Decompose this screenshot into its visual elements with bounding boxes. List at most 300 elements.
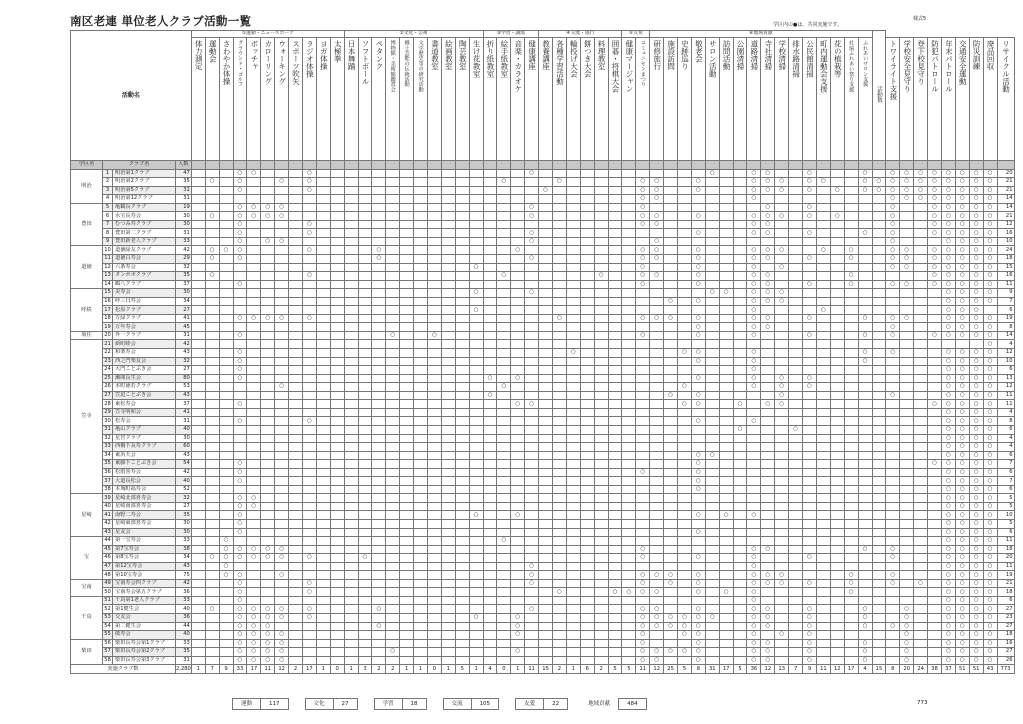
activity-cell xyxy=(233,434,247,443)
activity-cell xyxy=(539,237,553,246)
activity-cell xyxy=(678,417,692,426)
activity-cell xyxy=(191,314,205,323)
activity-mark: ○ xyxy=(525,237,539,246)
activity-name: さわやか体操 xyxy=(222,40,232,85)
activity-cell xyxy=(594,605,608,614)
activity-cell xyxy=(608,443,622,452)
activity-mark: ○ xyxy=(844,272,858,281)
activity-cell xyxy=(830,571,844,580)
activity-cell xyxy=(580,297,594,306)
activity-cell xyxy=(636,349,650,358)
activity-cell xyxy=(372,613,386,622)
activity-cell xyxy=(830,289,844,298)
activity-mark: ○ xyxy=(969,280,983,289)
activity-mark: ○ xyxy=(928,331,942,340)
activity-cell xyxy=(705,528,719,537)
activity-mark: ○ xyxy=(844,246,858,255)
activity-header xyxy=(900,38,914,161)
activity-cell xyxy=(428,169,442,178)
activity-header xyxy=(261,38,275,161)
club-row xyxy=(71,485,1015,494)
activity-cell xyxy=(664,494,678,503)
activity-cell xyxy=(705,203,719,212)
activity-cell xyxy=(705,519,719,528)
activity-cell xyxy=(830,331,844,340)
activity-cell xyxy=(511,203,525,212)
activity-cell xyxy=(775,545,789,554)
activity-cell xyxy=(191,451,205,460)
activity-mark: ○ xyxy=(941,178,955,187)
activity-cell xyxy=(733,169,747,178)
activity-cell xyxy=(469,417,483,426)
activity-name: ヨガ体操 xyxy=(319,40,329,70)
activity-cell xyxy=(539,622,553,631)
activity-cell xyxy=(469,246,483,255)
club-row xyxy=(71,383,1015,392)
activity-mark: ○ xyxy=(941,212,955,221)
club-row xyxy=(71,417,1015,426)
activity-cell xyxy=(678,297,692,306)
activity-total: 43 xyxy=(983,665,997,674)
activity-cell xyxy=(428,417,442,426)
summary-item xyxy=(515,698,568,710)
activity-mark: ○ xyxy=(233,631,247,640)
header-filler xyxy=(914,161,928,170)
activity-mark: ○ xyxy=(969,562,983,571)
activity-header xyxy=(191,38,205,161)
activity-cell xyxy=(872,323,886,332)
activity-cell xyxy=(525,622,539,631)
activity-cell xyxy=(747,477,761,486)
activity-cell xyxy=(205,511,219,520)
activity-cell xyxy=(844,562,858,571)
activity-mark: ○ xyxy=(969,417,983,426)
activity-cell xyxy=(275,220,289,229)
activity-cell xyxy=(622,596,636,605)
activity-cell xyxy=(400,203,414,212)
activity-mark: ○ xyxy=(747,246,761,255)
activity-mark: ○ xyxy=(928,272,942,281)
activity-mark: ○ xyxy=(205,178,219,187)
activity-cell xyxy=(469,545,483,554)
activity-cell xyxy=(469,443,483,452)
activity-mark: ○ xyxy=(747,613,761,622)
club-name: 交友会 xyxy=(113,613,176,622)
activity-cell xyxy=(566,631,580,640)
activity-cell xyxy=(539,331,553,340)
activity-cell xyxy=(789,220,803,229)
activity-cell xyxy=(247,400,261,409)
activity-mark: ○ xyxy=(983,366,997,375)
activity-cell xyxy=(830,605,844,614)
activity-cell xyxy=(733,408,747,417)
activity-cell xyxy=(441,528,455,537)
activity-mark: ○ xyxy=(608,588,622,597)
activity-cell xyxy=(608,460,622,469)
activity-cell xyxy=(539,477,553,486)
activity-cell xyxy=(275,622,289,631)
activity-cell xyxy=(580,374,594,383)
activity-cell xyxy=(678,588,692,597)
activity-mark: ○ xyxy=(914,186,928,195)
activity-mark: ○ xyxy=(969,588,983,597)
activity-cell xyxy=(497,400,511,409)
activity-cell xyxy=(511,502,525,511)
activity-cell xyxy=(497,502,511,511)
activity-cell xyxy=(372,631,386,640)
activity-cell xyxy=(650,519,664,528)
activity-mark: ○ xyxy=(928,212,942,221)
activity-cell xyxy=(441,648,455,657)
activity-cell xyxy=(400,468,414,477)
club-number: 17 xyxy=(104,306,111,313)
activity-cell xyxy=(858,477,872,486)
activity-cell xyxy=(316,331,330,340)
activity-cell xyxy=(525,408,539,417)
activity-cell xyxy=(525,537,539,546)
activity-cell xyxy=(733,639,747,648)
activity-cell xyxy=(441,477,455,486)
activity-mark: ○ xyxy=(747,306,761,315)
activity-cell xyxy=(664,605,678,614)
activity-cell xyxy=(928,579,942,588)
activity-cell xyxy=(622,443,636,452)
club-activity-total: 4 xyxy=(997,340,1014,349)
club-activity-total: 27 xyxy=(997,622,1014,631)
activity-cell xyxy=(872,656,886,665)
activity-cell xyxy=(219,229,233,238)
activity-mark: ○ xyxy=(747,511,761,520)
club-activity-total: 20 xyxy=(997,554,1014,563)
activity-cell xyxy=(483,331,497,340)
activity-mark: ○ xyxy=(275,178,289,187)
activity-cell xyxy=(789,596,803,605)
activity-mark: ○ xyxy=(983,246,997,255)
activity-cell xyxy=(900,374,914,383)
activity-cell xyxy=(872,306,886,315)
club-name: 呼三日寿会 xyxy=(113,297,176,306)
activity-cell xyxy=(914,460,928,469)
activity-cell xyxy=(302,639,316,648)
activity-cell xyxy=(691,519,705,528)
activity-cell xyxy=(803,246,817,255)
activity-cell xyxy=(247,443,261,452)
club-activity-total: 14 xyxy=(997,203,1014,212)
activity-cell xyxy=(719,425,733,434)
activity-mark: ○ xyxy=(691,349,705,358)
activity-cell xyxy=(205,562,219,571)
activity-cell xyxy=(330,195,344,204)
club-number: 9 xyxy=(103,237,113,246)
activity-cell xyxy=(775,417,789,426)
activity-cell xyxy=(511,178,525,187)
activity-cell xyxy=(553,237,567,246)
activity-mark: ○ xyxy=(302,314,316,323)
activity-cell xyxy=(719,374,733,383)
activity-cell xyxy=(428,656,442,665)
activity-name: 公民館清掃 xyxy=(805,40,815,78)
activity-cell xyxy=(497,468,511,477)
activity-mark: ○ xyxy=(858,331,872,340)
activity-cell xyxy=(205,289,219,298)
activity-cell xyxy=(858,562,872,571)
activity-cell xyxy=(247,297,261,306)
activity-cell xyxy=(316,272,330,281)
activity-cell xyxy=(483,289,497,298)
activity-name: 研修旅行 xyxy=(652,40,662,70)
activity-cell xyxy=(622,169,636,178)
activity-cell xyxy=(330,203,344,212)
activity-header xyxy=(678,38,692,161)
activity-total: 1 xyxy=(316,665,330,674)
activity-mark: ○ xyxy=(275,631,289,640)
club-activity-total: 16 xyxy=(997,639,1014,648)
activity-cell xyxy=(886,528,900,537)
activity-cell xyxy=(344,502,358,511)
activity-cell xyxy=(261,280,275,289)
activity-cell xyxy=(566,639,580,648)
activity-mark: ○ xyxy=(525,289,539,298)
activity-mark: ○ xyxy=(650,588,664,597)
activity-cell xyxy=(497,443,511,452)
activity-cell xyxy=(608,622,622,631)
activity-mark: ○ xyxy=(205,272,219,281)
club-name: 本町徳若クラブ xyxy=(113,383,176,392)
activity-mark: ○ xyxy=(955,528,969,537)
activity-cell xyxy=(914,605,928,614)
activity-cell xyxy=(830,195,844,204)
activity-cell xyxy=(775,468,789,477)
activity-cell xyxy=(372,203,386,212)
activity-cell xyxy=(455,383,469,392)
activity-cell xyxy=(844,400,858,409)
activity-cell xyxy=(830,203,844,212)
activity-name: 健康マージャン xyxy=(624,40,634,93)
activity-total: 17 xyxy=(302,665,316,674)
activity-mark: ○ xyxy=(886,314,900,323)
activity-mark: ○ xyxy=(983,297,997,306)
activity-cell xyxy=(358,186,372,195)
activity-cell xyxy=(511,195,525,204)
activity-cell xyxy=(608,562,622,571)
activity-cell xyxy=(775,434,789,443)
activity-mark: ○ xyxy=(858,169,872,178)
activity-mark: ○ xyxy=(969,306,983,315)
activity-cell xyxy=(650,391,664,400)
activity-cell xyxy=(816,323,830,332)
activity-cell xyxy=(289,237,303,246)
club-number: 28 xyxy=(104,400,111,407)
activity-cell xyxy=(719,408,733,417)
activity-cell xyxy=(858,596,872,605)
activity-cell xyxy=(469,648,483,657)
activity-cell xyxy=(539,434,553,443)
activity-cell xyxy=(622,545,636,554)
activity-cell xyxy=(761,468,775,477)
activity-mark: ○ xyxy=(261,212,275,221)
activity-header xyxy=(566,38,580,161)
activity-cell xyxy=(594,622,608,631)
member-count: 31 xyxy=(176,656,192,665)
activity-cell xyxy=(928,596,942,605)
activity-cell xyxy=(441,588,455,597)
activity-mark: ○ xyxy=(636,246,650,255)
activity-cell xyxy=(191,639,205,648)
activity-cell xyxy=(428,349,442,358)
activity-mark: ○ xyxy=(941,588,955,597)
activity-mark: ○ xyxy=(302,554,316,563)
activity-cell xyxy=(650,443,664,452)
activity-cell xyxy=(594,366,608,375)
activity-mark: ○ xyxy=(941,562,955,571)
activity-cell xyxy=(441,220,455,229)
activity-cell xyxy=(205,451,219,460)
activity-cell xyxy=(553,203,567,212)
activity-cell xyxy=(483,169,497,178)
activity-cell xyxy=(330,605,344,614)
activity-cell xyxy=(553,613,567,622)
activity-cell xyxy=(789,272,803,281)
activity-cell xyxy=(566,571,580,580)
activity-cell xyxy=(761,519,775,528)
club-row xyxy=(71,648,1015,657)
activity-cell xyxy=(858,537,872,546)
club-number: 55 xyxy=(104,631,111,638)
activity-cell xyxy=(636,460,650,469)
club-number: 43 xyxy=(104,528,111,535)
activity-cell xyxy=(678,408,692,417)
activity-cell xyxy=(400,613,414,622)
activity-cell xyxy=(705,443,719,452)
activity-cell xyxy=(289,545,303,554)
activity-cell xyxy=(344,519,358,528)
activity-mark: ○ xyxy=(761,571,775,580)
activity-mark: ○ xyxy=(302,220,316,229)
member-count: 37 xyxy=(176,280,192,289)
activity-cell xyxy=(816,451,830,460)
activity-cell xyxy=(664,502,678,511)
activity-name: 防災訓練 xyxy=(972,40,982,70)
activity-cell xyxy=(400,596,414,605)
member-count: 33 xyxy=(176,596,192,605)
activity-cell xyxy=(275,195,289,204)
activity-cell xyxy=(636,425,650,434)
activity-cell xyxy=(469,434,483,443)
activity-cell xyxy=(511,314,525,323)
activity-cell xyxy=(511,545,525,554)
header-filler xyxy=(344,161,358,170)
activity-cell xyxy=(733,434,747,443)
member-count: 30 xyxy=(176,289,192,298)
activity-cell xyxy=(358,579,372,588)
activity-cell xyxy=(302,289,316,298)
activity-cell xyxy=(372,340,386,349)
club-number: 57 xyxy=(104,648,111,655)
activity-cell xyxy=(428,186,442,195)
activity-cell xyxy=(733,237,747,246)
activity-cell xyxy=(525,391,539,400)
activity-cell xyxy=(414,639,428,648)
activity-mark: ○ xyxy=(941,417,955,426)
activity-cell xyxy=(428,425,442,434)
activity-cell xyxy=(733,323,747,332)
member-count: 31 xyxy=(176,195,192,204)
activity-mark: ○ xyxy=(803,169,817,178)
activity-cell xyxy=(553,297,567,306)
activity-cell xyxy=(844,220,858,229)
summary-label: 運動 xyxy=(232,698,261,710)
activity-cell xyxy=(566,306,580,315)
activity-cell xyxy=(344,186,358,195)
activity-cell xyxy=(872,366,886,375)
member-count: 31 xyxy=(176,417,192,426)
activity-cell xyxy=(455,306,469,315)
activity-cell xyxy=(191,212,205,221)
activity-name: ウォーキング xyxy=(277,40,287,85)
activity-cell xyxy=(664,460,678,469)
activity-cell xyxy=(372,588,386,597)
activity-cell xyxy=(247,306,261,315)
activity-name: ラジオ体操 xyxy=(305,40,315,78)
activity-cell xyxy=(275,434,289,443)
activity-header xyxy=(441,38,455,161)
activity-cell xyxy=(858,468,872,477)
activity-cell xyxy=(275,460,289,469)
header-filler xyxy=(941,161,955,170)
activity-cell xyxy=(386,289,400,298)
activity-cell xyxy=(191,297,205,306)
activity-mark: ○ xyxy=(636,314,650,323)
activity-mark: ○ xyxy=(275,545,289,554)
activity-cell xyxy=(428,528,442,537)
activity-cell xyxy=(497,596,511,605)
activity-mark: ○ xyxy=(983,554,997,563)
activity-cell xyxy=(483,485,497,494)
activity-cell xyxy=(830,383,844,392)
activity-cell xyxy=(691,220,705,229)
club-number: 7 xyxy=(103,220,113,229)
club-number: 18 xyxy=(104,315,111,322)
activity-name: ソフトボール xyxy=(360,40,370,85)
activity-cell xyxy=(553,648,567,657)
activity-cell xyxy=(428,511,442,520)
activity-cell xyxy=(386,169,400,178)
activity-cell xyxy=(414,314,428,323)
activity-cell xyxy=(372,648,386,657)
activity-cell xyxy=(205,485,219,494)
activity-cell xyxy=(789,460,803,469)
activity-cell xyxy=(219,639,233,648)
activity-cell xyxy=(330,331,344,340)
activity-cell xyxy=(219,502,233,511)
activity-cell xyxy=(691,203,705,212)
activity-cell xyxy=(553,494,567,503)
club-activity-total: 18 xyxy=(997,588,1014,597)
activity-mark: ○ xyxy=(886,349,900,358)
activity-cell xyxy=(372,417,386,426)
member-count: 27 xyxy=(176,306,192,315)
activity-cell xyxy=(316,417,330,426)
activity-cell xyxy=(719,460,733,469)
activity-mark: ○ xyxy=(900,631,914,640)
district-name: 道徳 xyxy=(71,246,103,289)
activity-mark: ○ xyxy=(886,246,900,255)
activity-cell xyxy=(928,434,942,443)
activity-cell xyxy=(664,537,678,546)
activity-cell xyxy=(816,408,830,417)
club-name: 本城町福寿会 xyxy=(113,485,176,494)
activity-cell xyxy=(191,605,205,614)
